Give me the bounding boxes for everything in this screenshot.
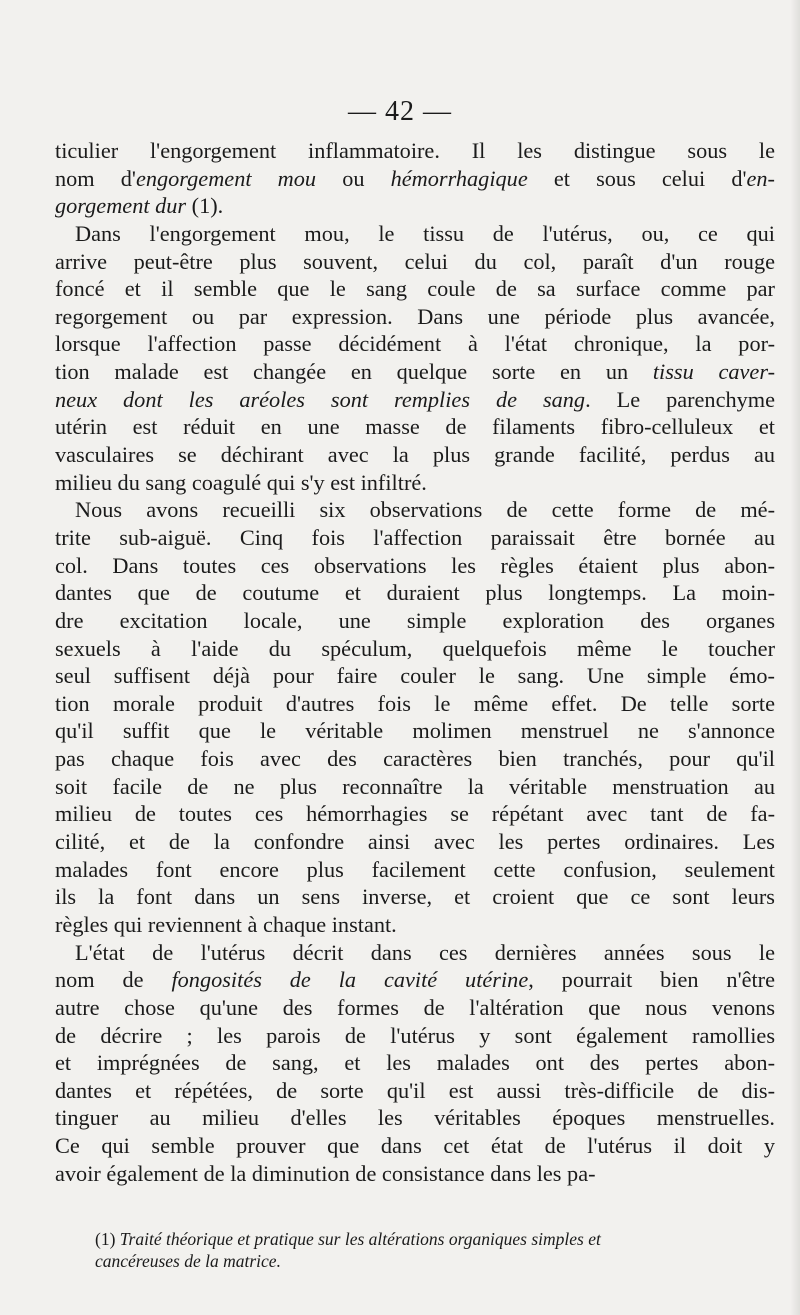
text-line bbox=[55, 579, 775, 607]
text-line bbox=[55, 607, 775, 635]
text-line bbox=[55, 662, 775, 690]
text-span: seul suffisent déjà pour faire couler le sang. Une simple émo- bbox=[55, 663, 775, 689]
text-span: pas chaque fois avec des caractères bien tranchés, pour qu'il bbox=[55, 746, 775, 772]
text-line bbox=[55, 552, 775, 580]
footnote-text-line-2: cancéreuses de la matrice. bbox=[95, 1251, 281, 1271]
text-span: lorsque l'affection passe décidément à l'état chronique, la por- bbox=[55, 331, 775, 357]
text-span: tinguer au milieu d'elles les véritables époques menstruelles. bbox=[55, 1105, 775, 1131]
footnote-text-line-1: Traité théorique et pratique sur les altérations organiques simples et bbox=[119, 1229, 601, 1249]
page-edge-shadow bbox=[790, 0, 800, 1315]
text-span: ils la font dans un sens inverse, et croient que ce sont leurs bbox=[55, 884, 775, 910]
text-line bbox=[55, 800, 775, 828]
text-line bbox=[55, 856, 775, 884]
text-span: ou bbox=[316, 165, 391, 191]
text-line bbox=[55, 330, 775, 358]
text-line bbox=[55, 966, 775, 994]
text-line bbox=[55, 1049, 775, 1077]
italic-text-span: gorgement dur bbox=[55, 193, 187, 219]
text-span: dre excitation locale, une simple exploration des organes bbox=[55, 607, 775, 633]
text-span: L'état de l'utérus décrit dans ces dernières années sous le bbox=[75, 939, 775, 965]
text-line bbox=[55, 524, 775, 552]
text-line bbox=[55, 1077, 775, 1105]
text-span: trite sub-aiguë. Cinq fois l'affection paraissait être bornée au bbox=[55, 524, 775, 550]
text-line bbox=[55, 413, 775, 441]
text-span: . Le parenchyme bbox=[585, 386, 776, 412]
text-line bbox=[55, 303, 775, 331]
italic-text-span: engorgement mou bbox=[135, 165, 317, 191]
text-line bbox=[55, 165, 775, 193]
text-line bbox=[55, 1104, 775, 1132]
text-span: tion morale produit d'autres fois le même effet. De telle sorte bbox=[55, 690, 775, 716]
text-line bbox=[55, 441, 775, 469]
text-span: dantes que de coutume et duraient plus longtemps. La moin- bbox=[55, 580, 775, 606]
text-span: arrive peut-être plus souvent, celui du col, paraît d'un rouge bbox=[55, 248, 775, 274]
italic-text-span: en- bbox=[746, 165, 775, 191]
text-line bbox=[55, 883, 775, 911]
italic-text-span: hémorrhagique bbox=[390, 165, 528, 191]
text-span: milieu de toutes ces hémorrhagies se répétant avec tant de fa- bbox=[55, 801, 775, 827]
text-span: qu'il suffit que le véritable molimen menstruel ne s'annonce bbox=[55, 718, 775, 744]
text-line bbox=[55, 496, 775, 524]
text-line bbox=[55, 275, 775, 303]
text-span: utérin est réduit en une masse de filaments fibro-celluleux et bbox=[55, 414, 775, 440]
text-line bbox=[55, 994, 775, 1022]
text-line bbox=[55, 828, 775, 856]
page-number: — 42 — bbox=[348, 96, 452, 127]
text-span: de décrire ; les parois de l'utérus y sont également ramollies bbox=[55, 1022, 775, 1048]
text-span: col. Dans toutes ces observations les règles étaient plus abon- bbox=[55, 552, 775, 578]
text-line bbox=[55, 1022, 775, 1050]
text-line bbox=[55, 386, 775, 414]
body-text bbox=[55, 137, 775, 1187]
text-line bbox=[55, 1132, 775, 1160]
text-span: sexuels à l'aide du spéculum, quelquefois même le toucher bbox=[55, 635, 775, 661]
text-line bbox=[55, 911, 775, 939]
text-span: autre chose qu'une des formes de l'altération que nous venons bbox=[55, 994, 775, 1020]
footnote-mark: (1) bbox=[95, 1229, 116, 1249]
text-line bbox=[55, 192, 775, 220]
text-span: règles qui reviennent à chaque instant. bbox=[55, 911, 397, 937]
text-span: malades font encore plus facilement cette confusion, seulement bbox=[55, 856, 775, 882]
text-span: nom de bbox=[55, 967, 172, 993]
text-span: foncé et il semble que le sang coule de sa surface comme par bbox=[55, 276, 775, 302]
text-span: milieu du sang coagulé qui s'y est infiltré. bbox=[55, 469, 427, 495]
text-line bbox=[55, 248, 775, 276]
italic-text-span: neux dont les aréoles sont remplies de sang bbox=[55, 386, 586, 412]
text-line bbox=[55, 939, 775, 967]
text-span: avoir également de la diminution de consistance dans les pa- bbox=[55, 1160, 596, 1186]
text-span: tion malade est changée en quelque sorte en un bbox=[55, 359, 653, 385]
text-span: cilité, et de la confondre ainsi avec les pertes ordinaires. Les bbox=[55, 829, 775, 855]
text-span: dantes et répétées, de sorte qu'il est aussi très-difficile de dis- bbox=[55, 1077, 775, 1103]
text-span: regorgement ou par expression. Dans une période plus avancée, bbox=[55, 303, 775, 329]
text-line bbox=[55, 358, 775, 386]
text-span: (1). bbox=[186, 193, 224, 219]
text-span: et sous celui d' bbox=[527, 165, 747, 191]
text-span: nom d' bbox=[55, 165, 136, 191]
text-span: Ce qui semble prouver que dans cet état de l'utérus il doit y bbox=[55, 1133, 775, 1159]
text-line bbox=[55, 773, 775, 801]
text-span: et imprégnées de sang, et les malades ont des pertes abon- bbox=[55, 1050, 775, 1076]
text-line bbox=[55, 1160, 775, 1188]
text-line bbox=[55, 220, 775, 248]
text-span: ticulier l'engorgement inflammatoire. Il les distingue sous le bbox=[55, 138, 775, 163]
italic-text-span: tissu caver- bbox=[652, 359, 775, 385]
italic-text-span: fongosités de la cavité utérine bbox=[171, 967, 529, 993]
text-line bbox=[55, 745, 775, 773]
text-span: soit facile de ne plus reconnaître la véritable menstruation au bbox=[55, 773, 775, 799]
text-span: , pourrait bien n'être bbox=[528, 967, 775, 993]
text-line bbox=[55, 717, 775, 745]
footnote bbox=[95, 1228, 775, 1272]
text-span: Nous avons recueilli six observations de cette forme de mé- bbox=[75, 497, 775, 523]
text-line bbox=[55, 635, 775, 663]
text-span: Dans l'engorgement mou, le tissu de l'utérus, ou, ce qui bbox=[75, 220, 775, 246]
text-line bbox=[55, 690, 775, 718]
text-span: vasculaires se déchirant avec la plus grande facilité, perdus au bbox=[55, 442, 775, 468]
text-line bbox=[55, 469, 775, 497]
text-line bbox=[55, 137, 775, 165]
